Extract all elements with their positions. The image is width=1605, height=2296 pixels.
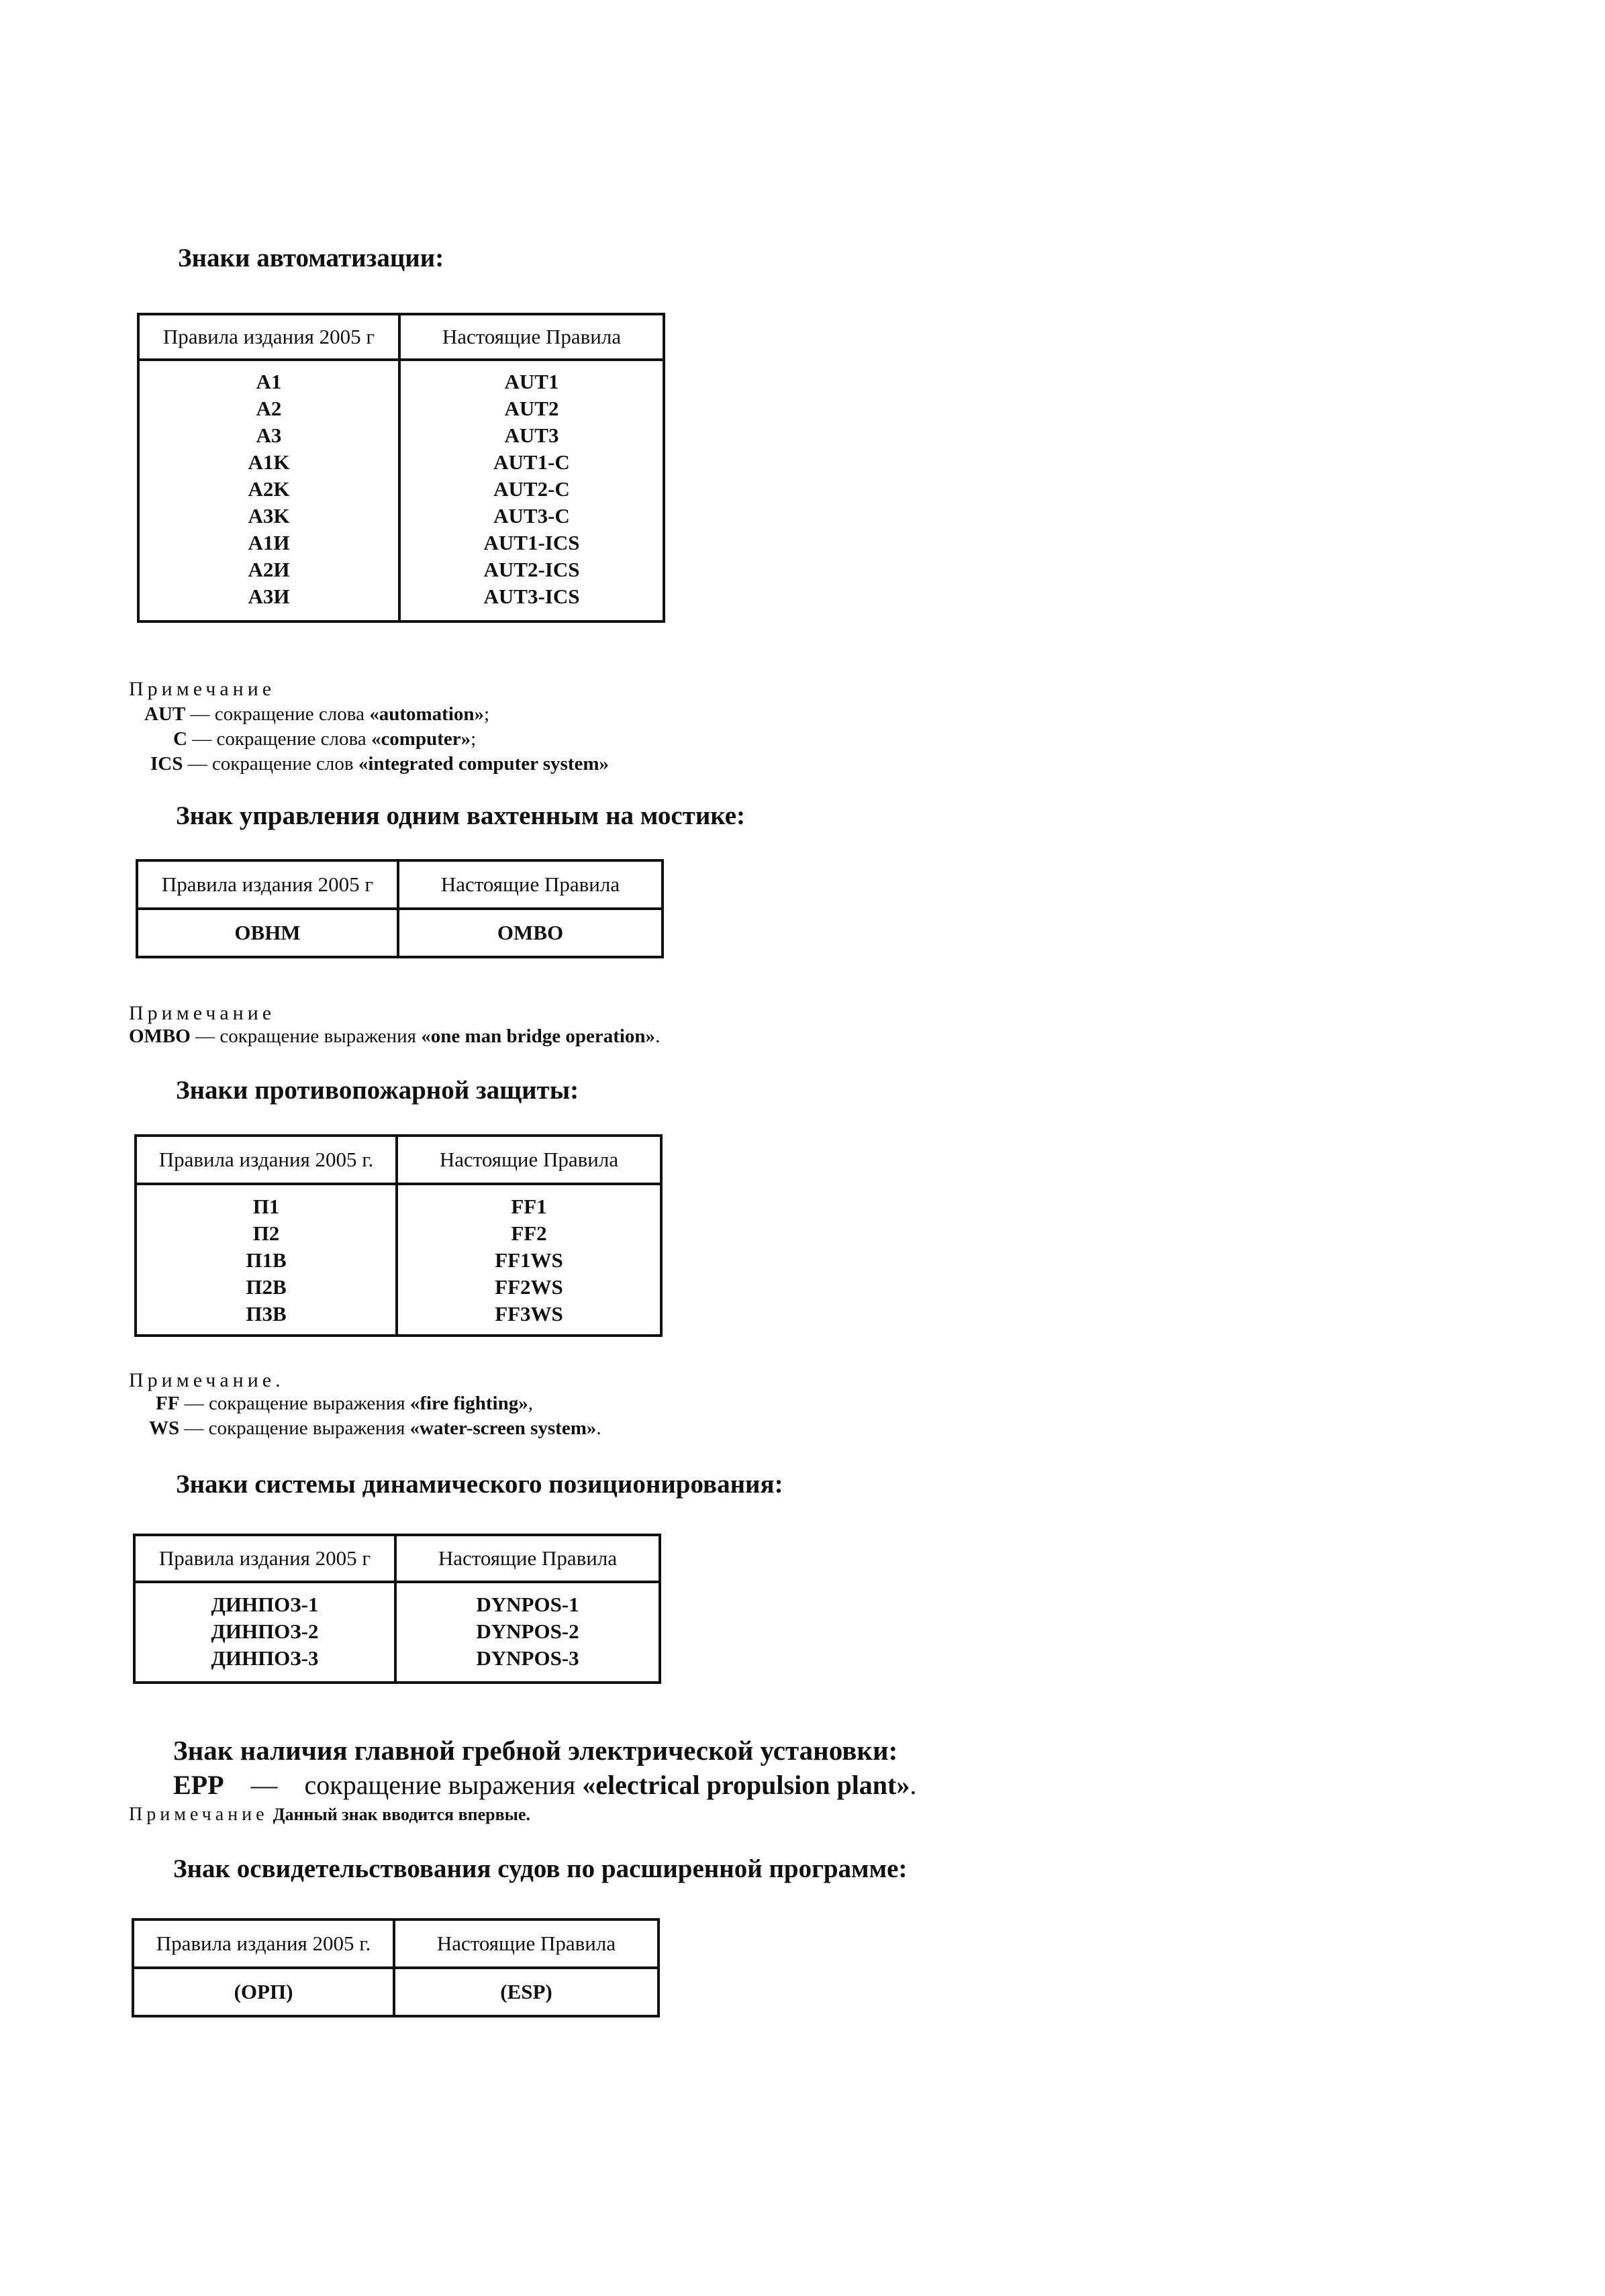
note-line: FF — сокращение выражения «fire fighting», [156,1393,533,1414]
old-signs-cell [134,1582,395,1683]
new-sign: FF3WS [495,1302,563,1326]
old-sign: П2 [252,1221,280,1245]
new-sign: AUT1-ICS [483,531,580,554]
new-sign: AUT2-C [493,477,570,501]
electric-propulsion-heading: Знак наличия главной гребной электрической установки: [173,1735,898,1766]
note-title: Примечание [129,1002,276,1024]
new-sign: DYNPOS-3 [476,1646,579,1670]
old-sign: П3В [246,1302,287,1326]
old-sign: OBHM [137,909,398,957]
automation-table [137,313,665,623]
new-sign: AUT3-C [493,504,570,528]
note-line: ICS — сокращение слов «integrated computer system» [150,753,610,775]
note-line: OMBO — сокращение выражения «one man bridge operation». [129,1026,661,1047]
new-signs-cell [399,360,664,621]
note-title: Примечание [129,678,276,700]
new-sign: (ESP) [394,1968,659,2016]
old-sign: A2 [256,397,282,420]
epp-definition: EPP — сокращение выражения «electrical propulsion plant». [173,1770,917,1800]
note-line: WS — сокращение выражения «water-screen system». [149,1417,601,1439]
extended-survey-heading: Знак освидетельствования судов по расширенной программе: [173,1854,908,1883]
column-header-old: Правила издания 2005 г [137,860,398,909]
old-sign: ДИНПОЗ-3 [211,1646,319,1670]
dynamic-positioning-heading: Знаки системы динамического позиционирования: [176,1470,783,1499]
old-sign: A3 [256,423,282,447]
column-header-new: Настоящие Правила [398,860,663,909]
column-header-new: Настоящие Правила [399,314,664,360]
old-signs-cell [138,360,399,621]
old-sign: (ОРП) [133,1968,394,2016]
old-sign: A1K [248,450,290,474]
new-sign: AUT2-ICS [483,558,580,581]
new-sign: AUT1-C [493,450,570,474]
new-signs-cell [395,1582,660,1683]
column-header-old: Правила издания 2005 г [138,314,399,360]
new-sign: DYNPOS-1 [476,1593,579,1616]
dynamic-positioning-table [133,1534,661,1684]
epp-note: Примечание Данный знак вводится впервые. [129,1804,530,1825]
fire-fighting-table [134,1134,663,1337]
new-sign: FF2 [511,1221,547,1245]
new-sign: FF1 [511,1195,547,1218]
new-sign: OMBO [398,909,663,957]
old-sign: A1 [256,370,282,393]
column-header-old: Правила издания 2005 г. [133,1919,394,1968]
old-sign: A2K [248,477,290,501]
column-header-old: Правила издания 2005 г. [136,1136,397,1184]
column-header-new: Настоящие Правила [394,1919,659,1968]
old-sign: A3K [248,504,290,528]
new-sign: AUT1 [504,370,559,393]
old-sign: П1 [252,1195,280,1218]
new-signs-cell [397,1184,661,1336]
old-sign: A3И [248,585,290,608]
one-man-bridge-heading: Знак управления одним вахтенным на мостике: [176,801,746,830]
one-man-bridge-table [136,859,664,958]
fire-fighting-heading: Знаки противопожарной защиты: [176,1076,579,1105]
new-sign: DYNPOS-2 [476,1619,579,1643]
old-sign: П1В [246,1248,287,1272]
column-header-new: Настоящие Правила [395,1535,660,1582]
old-sign: A2И [248,558,290,581]
new-sign: AUT3-ICS [483,585,580,608]
column-header-old: Правила издания 2005 г [134,1535,395,1582]
new-sign: FF1WS [495,1248,563,1272]
note-title: Примечание. [129,1369,285,1391]
note-line: AUT — сокращение слова «automation»; [144,703,490,725]
automation-heading: Знаки автоматизации: [178,244,444,272]
old-signs-cell [136,1184,397,1336]
old-sign: П2В [246,1275,287,1299]
new-sign: AUT3 [504,423,559,447]
old-sign: ДИНПОЗ-2 [211,1619,319,1643]
column-header-new: Настоящие Правила [397,1136,661,1184]
new-sign: FF2WS [495,1275,563,1299]
old-sign: A1И [248,531,290,554]
old-sign: ДИНПОЗ-1 [211,1593,319,1616]
note-line: C — сокращение слова «computer»; [173,728,477,750]
new-sign: AUT2 [504,397,559,420]
extended-survey-table [132,1918,660,2017]
